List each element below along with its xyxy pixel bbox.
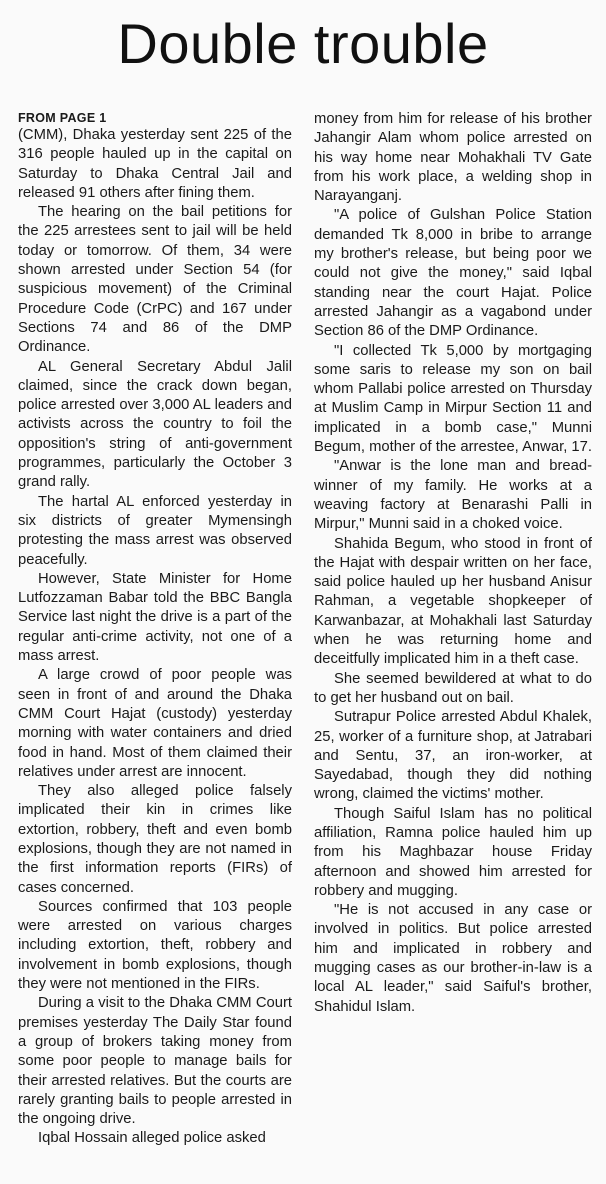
headline: Double trouble [117,12,489,75]
paragraph: "I collected Tk 5,000 by mortgaging some saris to release my son on bail whom Pallabi police arrested on Thursday at Muslim Camp in Mirpur Section 11 and implicated in a bomb case," Munni Begum, mother of the arrestee, Anwar, 17. [314,342,592,456]
paragraph: The hartal AL enforced yesterday in six districts of greater Mymensingh protesting the mass arrest was observed peacefully. [18,493,292,568]
paragraph: Though Saiful Islam has no political affiliation, Ramna police hauled him up from his Maghbazar house Friday afternoon and showed him arrested for robbery and mugging. [314,805,592,899]
paragraph: However, State Minister for Home Lutfozzaman Babar told the BBC Bangla Service last night the drive is a part of the regular anti-crime activity, not one of a mass arrest. [18,570,292,665]
paragraph: "A police of Gulshan Police Station demanded Tk 8,000 in bribe to arrange my brother's release, but being poor we could not give the money," said Iqbal standing near the court Hajat. Police arrested Jahangir as a vagabond under Section 86 of the DMP Ordinance. [314,207,592,340]
article-column-right [314,110,592,1017]
paragraph: Shahida Begum, who stood in front of the Hajat with despair written on her face, said police hauled up her husband Anisur Rahman, a vegetable shopkeeper of Karwanbazar, at Mohakhali last Saturday when he was returning home and deceitfully implicated him in a theft case. [314,535,592,668]
paragraph: money from him for release of his brother Jahangir Alam whom police arrested on his way home near Mohakhali TV Gate from his work place, a welding shop in Narayanganj. [314,111,592,205]
kicker: FROM PAGE 1 [18,111,107,125]
paragraph: "Anwar is the lone man and bread-winner of my family. He works at a weaving factory at Benarashi Palli in Mirpur," Munni said in a choked voice. [314,458,592,533]
article-column-left [18,110,292,1149]
paragraph: During a visit to the Dhaka CMM Court premises yesterday The Daily Star found a group of brokers taking money from some poor people to manage bails for their arrested relatives. But the courts are rarely granting bails to people arrested in the ongoing drive. [18,995,292,1128]
paragraph: They also alleged police falsely implicated their kin in crimes like extortion, robbery, theft and even bomb explosions, though they are not named in the first information reports (FIRs) of cases concerned. [18,783,292,896]
paragraph: (CMM), Dhaka yesterday sent 225 of the 316 people hauled up in the capital on Saturday to Dhaka Central Jail and released 91 others after fining them. [18,127,292,201]
paragraph: She seemed bewildered at what to do to get her husband out on bail. [314,670,592,706]
paragraph: AL General Secretary Abdul Jalil claimed, since the crack down began, police arrested over 3,000 AL leaders and activists across the country to foil the opposition's string of anti-government programmes, particularly the October 3 grand rally. [18,358,292,491]
paragraph: Sutrapur Police arrested Abdul Khalek, 25, worker of a furniture shop, at Jatrabari and Sentu, 37, an iron-worker, at Sayedabad, though they did nothing wrong, claimed the victims' mother. [314,709,592,803]
paragraph: "He is not accused in any case or involved in politics. But police arrested him and implicated in robbery and mugging cases as our brother-in-law is a local AL leader," said Saiful's brother, Shahidul Islam. [314,902,592,1015]
paragraph: A large crowd of poor people was seen in front of and around the Dhaka CMM Court Hajat (custody) yesterday morning with water containers and dried food in hand. Most of them claimed their relatives under arrest are innocent. [18,667,292,780]
paragraph: The hearing on the bail petitions for the 225 arrestees sent to jail will be held today or tomorrow. Of them, 34 were shown arrested under Section 54 (for suspicious movement) of the Criminal Procedure Code (CrPC) and 167 under Sections 74 and 86 of the DMP Ordinance. [18,204,292,356]
paragraph: Sources confirmed that 103 people were arrested on various charges including extortion, theft, robbery and involvement in bomb explosions, though they were not mentioned in the FIRs. [18,898,292,993]
paragraph: Iqbal Hossain alleged police asked [38,1130,266,1147]
